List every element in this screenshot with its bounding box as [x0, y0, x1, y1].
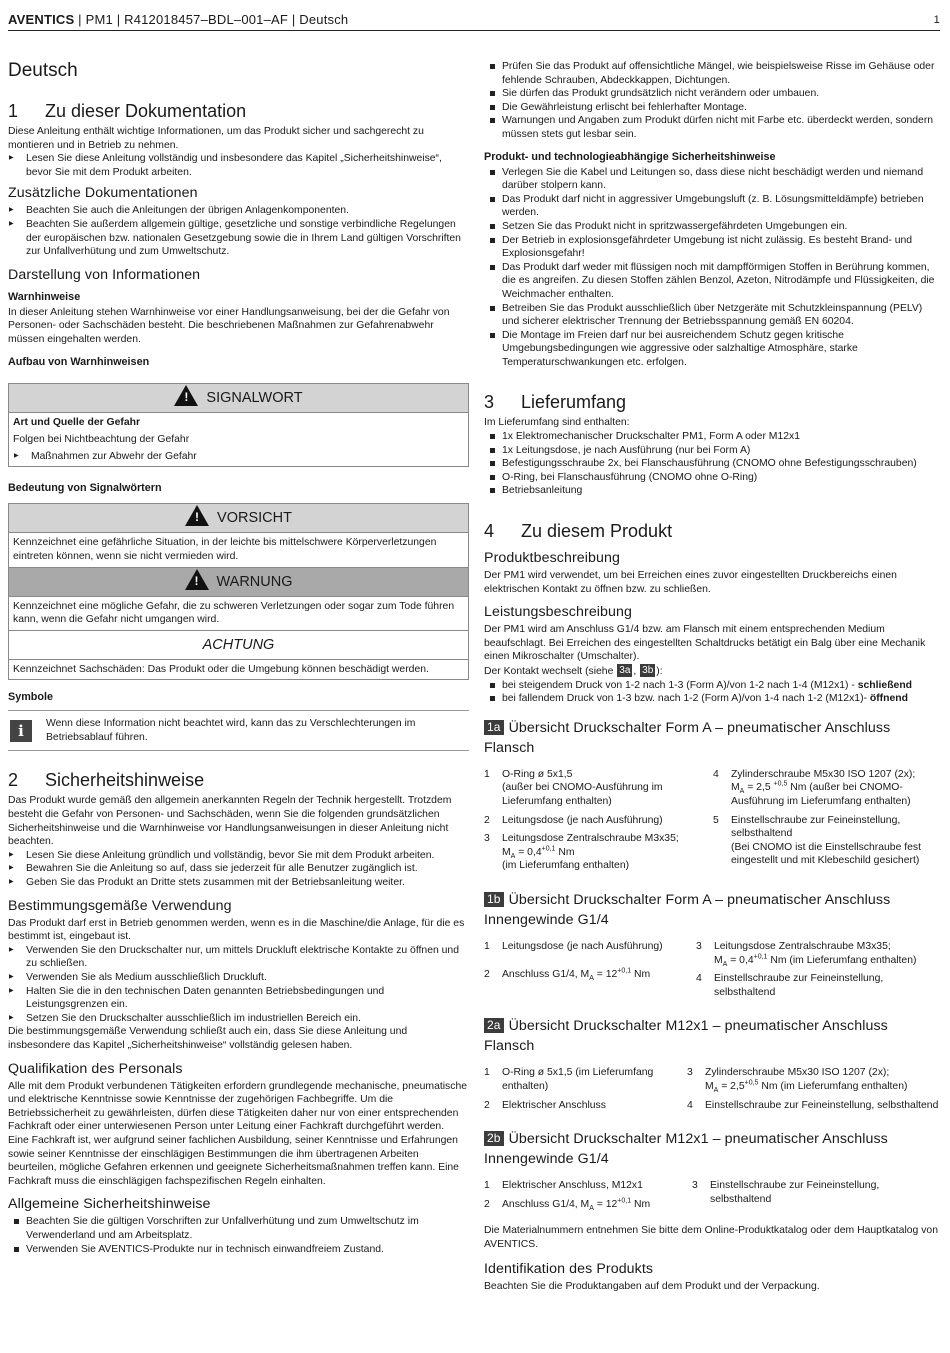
list-item: 1x Leitungsdose, je nach Ausführung (nur bei Form A)	[484, 444, 942, 458]
symbole-heading: Symbole	[8, 691, 54, 704]
brand-name: AVENTICS	[8, 12, 75, 27]
qualifikation-heading: Qualifikation des Personals	[8, 1060, 183, 1077]
gefahr-art: Art und Quelle der Gefahr	[13, 416, 141, 428]
list-item: Prüfen Sie das Produkt auf offensichtliche Mängel, wie beispielsweise Risse im Gehäuse oder fehlende Schrauben, Abdeckkappen, Dichtungen.	[484, 60, 942, 87]
page-header	[8, 12, 940, 31]
list-item: 5 Einstellschraube zur Feineinstellung, selbsthaltend (Bei CNOMO ist die Einstellschraube fest eingestellt und mit Klebeschild gesichert)	[713, 814, 921, 867]
identifikation-text: Beachten Sie die Produktangaben auf dem Produkt und der Verpackung.	[484, 1281, 820, 1293]
section-3-heading: 3 Lieferumfang	[484, 392, 627, 413]
list-item: bei fallendem Druck von 1-3 bzw. nach 1-2 (Form A)/von 1-4 nach 1-2 (M12x1)- öffnend	[484, 692, 942, 706]
list-item: Verlegen Sie die Kabel und Leitungen so, dass diese nicht beschädigt werden und niemand darüber stolpern kann.	[484, 166, 942, 193]
overview-2a-heading: 2a Übersicht Druckschalter M12x1 – pneumatischer Anschluss Flansch	[484, 1018, 888, 1055]
list-item: Warnungen und Angaben zum Produkt dürfen nicht mit Farbe etc. überdeckt werden, sondern müssen stets gut lesbar sein.	[484, 114, 942, 141]
section-1-bullets	[8, 152, 469, 179]
produktbeschreibung-heading: Produktbeschreibung	[484, 550, 620, 567]
list-item: ▶ Setzen Sie den Druckschalter ausschließlich im industriellen Bereich ein.	[8, 1012, 469, 1026]
overview-2b-legend	[484, 1179, 942, 1216]
warnhinweise-text: In dieser Anleitung stehen Warnhinweise vor einer Handlungsanweisung, bei der die Gefahr von Personen- oder Sachschäden besteht. Die beschriebenen Maßnahmen zur Gefahrenabwehr müssen eingehalten werden.	[8, 306, 450, 345]
figure-ref-3b: 3b	[642, 665, 654, 676]
list-item: 4 Einstellschraube zur Feineinstellung, selbsthaltend	[687, 1099, 939, 1111]
language-title: Deutsch	[8, 60, 78, 81]
identifikation-heading: Identifikation des Produkts	[484, 1261, 654, 1278]
section-4-heading: 4 Zu diesem Produkt	[484, 521, 673, 542]
list-item: ▶ Lesen Sie diese Anleitung gründlich und vollständig, bevor Sie mit dem Produkt arbeiten.	[8, 849, 469, 863]
list-item: Verwenden Sie AVENTICS-Produkte nur in technisch einwandfreiem Zustand.	[8, 1243, 469, 1257]
list-item: 1 Elektrischer Anschluss, M12x1	[484, 1180, 643, 1192]
zus-doc-bullets	[8, 204, 469, 258]
list-item: 2 Anschluss G1/4, $M_A = 12^{+0,1}$ Nm	[484, 1197, 651, 1212]
list-item: 1x Elektromechanischer Druckschalter PM1, Form A oder M12x1	[484, 430, 942, 444]
list-item: ▶ Beachten Sie auch die Anleitungen der übrigen Anlagenkomponenten.	[8, 204, 469, 218]
overview-1b-legend	[484, 940, 942, 1004]
list-item: 1 Leitungsdose (je nach Ausführung)	[484, 940, 663, 952]
list-item: Die Gewährleistung erlischt bei fehlerhafter Montage.	[484, 101, 942, 115]
section-1-heading: 1 Zu dieser Dokumentation	[8, 101, 247, 121]
achtung-box: ACHTUNG Kennzeichnet Sachschäden: Das Produkt oder die Umgebung können beschädigt werden.	[8, 631, 469, 681]
info-note	[8, 710, 469, 751]
leistungsbeschreibung-text: Der PM1 wird am Anschluss G1/4 bzw. am Flansch mit einem entsprechenden Medium beaufschlagt. Bei Erreichen des eingestellten Schaltdrucks betätigt ein Balg über eine Mechanik einen Mikroschalter (Umschalter).	[484, 624, 926, 663]
material-text: Die Materialnummern entnehmen Sie bitte dem Online-Produktkatalog oder dem Hauptkatalog von AVENTICS.	[484, 1225, 938, 1250]
overview-1b-heading: 1b Übersicht Druckschalter Form A – pneumatischer Anschluss Innengewinde G1/4	[484, 891, 891, 928]
list-item: ▶ Halten Sie die in den technischen Daten genannten Betriebsbedingungen und Leistungsgrenzen ein.	[8, 985, 469, 1012]
figure-tag: 1b	[484, 892, 504, 907]
bestimmung-outro: Die bestimmungsgemäße Verwendung schließt auch ein, dass Sie diese Anleitung und insbesondere das Kapitel „Sicherheitshinweise“ vollständig gelesen haben.	[8, 1026, 408, 1051]
produkt-sicherheit-heading: Produkt- und technologieabhängige Sicherheitshinweise	[484, 150, 776, 163]
lieferumfang-bullets	[484, 430, 942, 498]
list-item: 2 Leitungsdose (je nach Ausführung)	[484, 814, 663, 826]
figure-tag: 2a	[484, 1018, 504, 1033]
list-item: bei steigendem Druck von 1-2 nach 1-3 (Form A)/von 1-2 nach 1-4 (M12x1) - schließend	[484, 679, 942, 693]
list-item: Die Montage im Freien darf nur bei ausreichendem Schutz gegen kritische Umgebungsbedingungen wie aggressive oder salzhaltige Atmosphäre, starke Temperaturschwankungen etc. erfolgen.	[484, 329, 942, 370]
warnhinweise-heading: Warnhinweise	[8, 290, 81, 303]
qualifikation-p2: Eine Fachkraft ist, wer aufgrund seiner fachlichen Ausbildung, seiner Kenntnisse und Erfahrungen sowie seiner Kenntnisse der einschlägigen Bestimmungen die ihm übertragenen Arbeiten beurteilen, mögliche Gefahren erkennen und geeignete Sicherheitsmaßnahmen treffen kann. Eine Fachkraft muss die einschlägigen fachspezifischen Regeln einhalten.	[8, 1134, 459, 1187]
list-item: 4 Zylinderschraube M5x30 ISO 1207 (2x); $M_A = 2,5$ $^{+0,5}$ Nm (außer bei CNOMO-Ausführung im Lieferumfang enthalten)	[713, 768, 916, 807]
warning-triangle-icon: !	[174, 385, 198, 406]
page-number: 1	[933, 14, 940, 26]
warnung-box: ! WARNUNG Kennzeichnet eine mögliche Gefahr, die zu schweren Verletzungen oder sogar zum Tode führen kann, wenn die Gefahr nicht umgangen wird.	[8, 568, 469, 631]
bedeutung-heading: Bedeutung von Signalwörtern	[8, 482, 162, 495]
info-icon: i	[10, 720, 32, 742]
left-column	[8, 36, 469, 1256]
list-item: ▶ Verwenden Sie den Druckschalter nur, um mittels Druckluft elektrische Kontakte zu öffnen und zu schließen.	[8, 944, 469, 971]
kontakt-text: Der Kontakt wechselt (siehe 3a , 3b ):	[484, 665, 663, 677]
darstellung-heading: Darstellung von Informationen	[8, 266, 201, 283]
leistungsbeschreibung-heading: Leistungsbeschreibung	[484, 604, 633, 621]
allgemein-bullets-right	[484, 60, 942, 142]
bestimmung-intro: Das Produkt darf erst in Betrieb genommen werden, wenn es in die Maschine/die Anlage, für die es bestimmt ist, eingebaut ist.	[8, 917, 465, 943]
info-text: Wenn diese Information nicht beachtet wird, kann das zu Verschlechterungen im Betriebsablauf führen.	[46, 718, 416, 743]
produkt-sicherheit-bullets	[484, 166, 942, 370]
list-item: Der Betrieb in explosionsgefährdeter Umgebung ist nicht zulässig. Es besteht Brand- und Explosionsgefahr!	[484, 234, 942, 261]
list-item: 4 Einstellschraube zur Feineinstellung, selbsthaltend	[696, 973, 884, 998]
warning-triangle-icon: !	[185, 505, 209, 526]
list-item: 2 Anschluss G1/4, $M_A = 12^{+0,1}$ Nm	[484, 967, 651, 982]
header-doc-info: | PM1 | R412018457–BDL–001–AF | Deutsch	[74, 12, 349, 27]
qualifikation-p1: Alle mit dem Produkt verbundenen Tätigkeiten erfordern grundlegende mechanische, pneumatische und elektrische Kenntnisse sowie Kenntnisse der zugehörigen Fachbegriffe. Um die Betriebssicherheit zu gewährleisten, dürfen diese Tätigkeiten daher nur von einer entsprechenden Fachkraft oder einer unterwiesenen Person unter Leitung einer Fachkraft durchgeführt werden.	[8, 1080, 468, 1133]
list-item: 3 Einstellschraube zur Feineinstellung, selbsthaltend	[692, 1180, 880, 1205]
list-item: Beachten Sie die gültigen Vorschriften zur Unfallverhütung und zum Umweltschutz im Verwenderland und am Arbeitsplatz.	[8, 1215, 469, 1242]
list-item: Befestigungsschraube 2x, bei Flanschausführung (CNOMO ohne Befestigungsschrauben)	[484, 457, 942, 471]
list-item: 2 Elektrischer Anschluss	[484, 1099, 606, 1111]
figure-tag: 1a	[484, 720, 504, 735]
list-item: Das Produkt darf nicht in aggressiver Umgebungsluft (z. B. Lösungsmitteldämpfe) betrieben werden.	[484, 193, 942, 220]
bestimmung-heading: Bestimmungsgemäße Verwendung	[8, 897, 232, 914]
signalwort-box: ! SIGNALWORT Art und Quelle der Gefahr Folgen bei Nichtbeachtung der Gefahr ▶ Maßnahmen zur Abwehr der Gefahr	[8, 383, 469, 468]
section-2-heading: 2 Sicherheitshinweise	[8, 770, 205, 791]
list-item: ▶ Maßnahmen zur Abwehr der Gefahr	[13, 450, 464, 464]
list-item: Betriebsanleitung	[484, 484, 942, 498]
bestimmung-bullets	[8, 944, 469, 1026]
list-item: 3 Leitungsdose Zentralschraube M3x35; $M_A = 0,4^{+0,1}$ Nm (im Lieferumfang enthalten)	[696, 940, 917, 968]
list-item: O-Ring, bei Flanschausführung (CNOMO ohne O-Ring)	[484, 471, 942, 485]
vorsicht-box: ! VORSICHT Kennzeichnet eine gefährliche Situation, in der leichte bis mittelschwere Körperverletzungen eintreten können, wenn sie nicht vermieden wird.	[8, 503, 469, 567]
kontakt-bullets	[484, 679, 942, 706]
list-item: ▶ Beachten Sie außerdem allgemein gültige, gesetzliche und sonstige verbindliche Regelungen der europäischen bzw. nationalen Gesetzgebung sowie die in Ihrem Land gültigen Vorschriften zur Unfallverhütung und zum Umweltschutz.	[8, 218, 469, 259]
list-item: 1 O-Ring ø 5x1,5 (außer bei CNOMO-Ausführung im Lieferumfang enthalten)	[484, 768, 663, 807]
list-item: ▶ Verwenden Sie als Medium ausschließlich Druckluft.	[8, 971, 469, 985]
section-3-intro: Im Lieferumfang sind enthalten:	[484, 417, 630, 429]
list-item: 1 O-Ring ø 5x1,5 (im Lieferumfang enthalten)	[484, 1067, 654, 1092]
right-column	[484, 60, 942, 1294]
overview-2a-legend	[484, 1066, 942, 1117]
section-2-intro: Das Produkt wurde gemäß den allgemein anerkannten Regeln der Technik hergestellt. Trotzdem besteht die Gefahr von Personen- und Sachschäden, wenn Sie die folgenden grundsätzlichen Sicherheitshinweise und die Warnhinweise vor Handlungsanweisungen in dieser Anleitung nicht beachten.	[8, 795, 452, 848]
section-1-intro: Diese Anleitung enthält wichtige Informationen, um das Produkt sicher und sachgerecht zu montieren und in Betrieb zu nehmen.	[8, 126, 424, 151]
list-item: Betreiben Sie das Produkt ausschließlich über Netzgeräte mit Schutzkleinspannung (PELV) und sicherer elektrischer Trennung der Betriebsspannung gemäß EN 60204.	[484, 302, 942, 329]
list-item: Das Produkt darf weder mit flüssigen noch mit dampfförmigen Stoffen in Berührung kommen, die es angreifen. Zu diesen Stoffen zählen Benzol, Azeton, Nitrodämpfe und Flüssigkeiten, die Weichmacher enthalten.	[484, 261, 942, 302]
section-2-bullets	[8, 849, 469, 890]
gefahr-folgen: Folgen bei Nichtbeachtung der Gefahr	[13, 434, 190, 446]
zus-doc-heading: Zusätzliche Dokumentationen	[8, 185, 198, 202]
list-item: Setzen Sie das Produkt nicht in spritzwassergefährdeten Umgebungen ein.	[484, 220, 942, 234]
overview-2b-heading: 2b Übersicht Druckschalter M12x1 – pneumatischer Anschluss Innengewinde G1/4	[484, 1131, 888, 1168]
warning-triangle-icon: !	[185, 569, 209, 590]
figure-tag: 2b	[484, 1131, 504, 1146]
allgemein-heading: Allgemeine Sicherheitshinweise	[8, 1196, 211, 1213]
list-item: ▶ Lesen Sie diese Anleitung vollständig und insbesondere das Kapitel „Sicherheitshinweise“, bevor Sie mit dem Produkt arbeiten.	[8, 152, 469, 179]
list-item: 3 Leitungsdose Zentralschraube M3x35; $M_A = 0,4^{+0,1}$ Nm (im Lieferumfang enthalten)	[484, 833, 679, 872]
figure-ref-3a: 3a	[619, 665, 631, 676]
aufbau-heading: Aufbau von Warnhinweisen	[8, 355, 150, 368]
list-item: Sie dürfen das Produkt grundsätzlich nicht verändern oder umbauen.	[484, 87, 942, 101]
list-item: ▶ Geben Sie das Produkt an Dritte stets zusammen mit der Betriebsanleitung weiter.	[8, 876, 469, 890]
list-item: 3 Zylinderschraube M5x30 ISO 1207 (2x); $M_A = 2,5^{+0,5}$ Nm (im Lieferumfang enthalten)	[687, 1067, 908, 1094]
overview-1a-heading: 1a Übersicht Druckschalter Form A – pneumatischer Anschluss Flansch	[484, 719, 891, 756]
produktbeschreibung-text: Der PM1 wird verwendet, um bei Erreichen eines zuvor eingestellten Druckbereichs einen elektrischen Kontakt zu öffnen bzw. zu schließen.	[484, 570, 897, 595]
overview-1a-legend	[484, 768, 942, 878]
allgemein-bullets-left	[8, 1215, 469, 1256]
list-item: ▶ Bewahren Sie die Anleitung so auf, dass sie jederzeit für alle Benutzer zugänglich ist.	[8, 862, 469, 876]
